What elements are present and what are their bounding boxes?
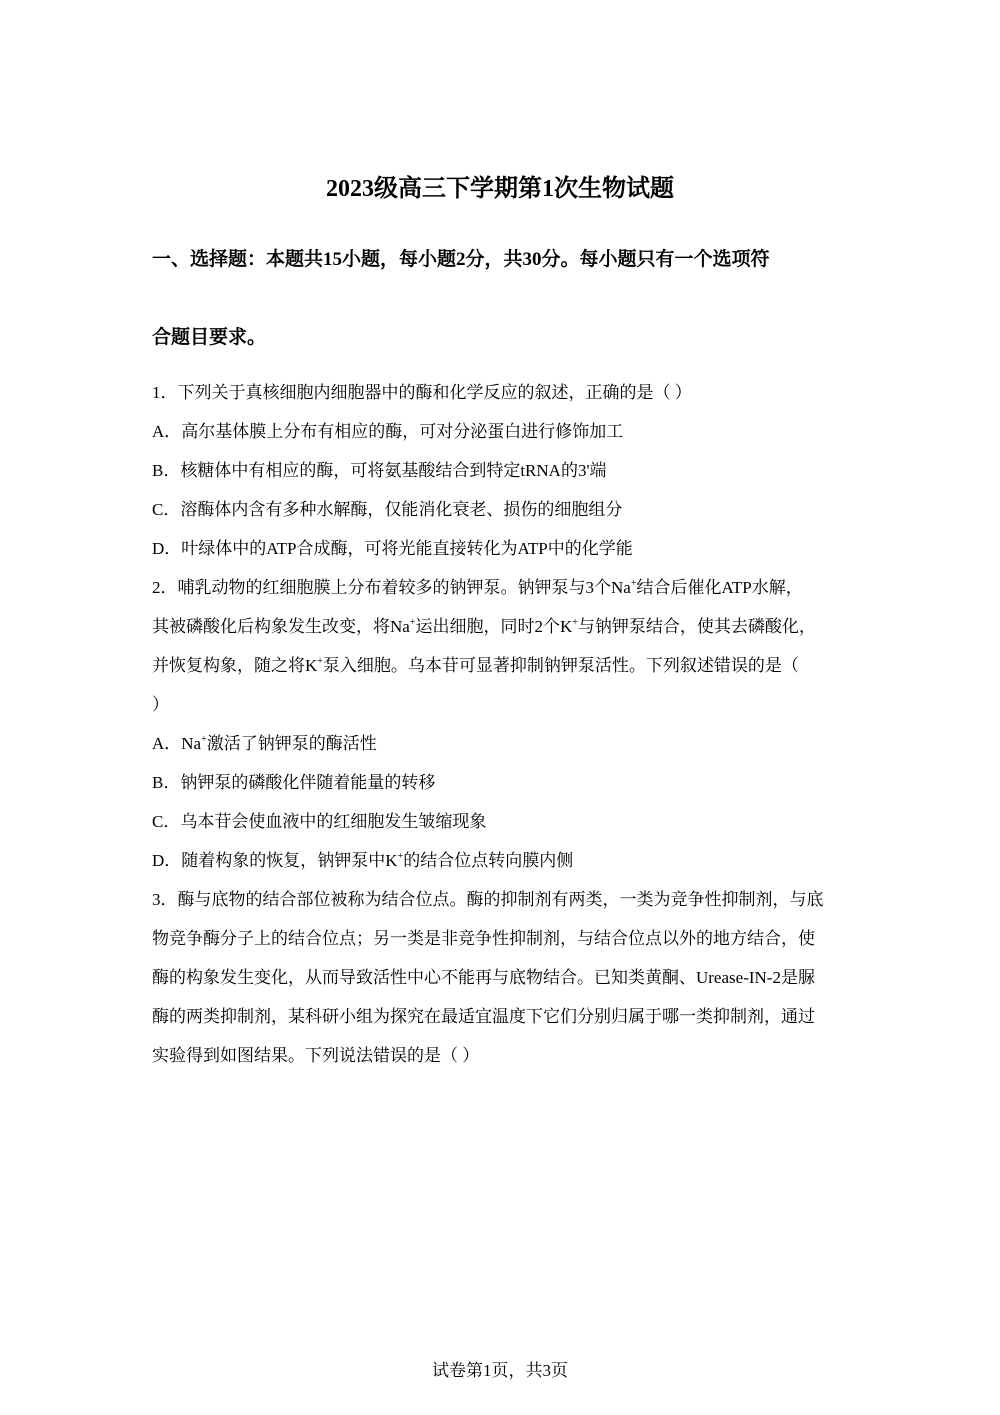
- q2-option-a: A．Na+激活了钠钾泵的酶活性: [152, 734, 377, 753]
- q1-option-a: A．高尔基体膜上分布有相应的酶，可对分泌蛋白进行修饰加工: [152, 422, 624, 441]
- q2-stem-line4: ）: [152, 695, 169, 714]
- q3-stem-line5: 实验得到如图结果。下列说法错误的是（ ）: [152, 1046, 480, 1065]
- section-heading-line2: 合题目要求。: [152, 327, 267, 348]
- q3-stem-line1: 3．酶与底物的结合部位被称为结合位点。酶的抑制剂有两类，一类为竞争性抑制剂，与底: [152, 890, 824, 909]
- q3-stem-line2: 物竞争酶分子上的结合位点；另一类是非竞争性抑制剂，与结合位点以外的地方结合，使: [152, 929, 815, 948]
- q2-stem-line2: 其被磷酸化后构象发生改变，将Na+运出细胞，同时2个K+与钠钾泵结合，使其去磷酸化，: [152, 617, 816, 636]
- q1-option-b: B．核糖体中有相应的酶，可将氨基酸结合到特定tRNA的3'端: [152, 461, 607, 480]
- q2-option-d: D．随着构象的恢复，钠钾泵中K+的结合位点转向膜内侧: [152, 851, 574, 870]
- q2-stem-line3: 并恢复构象，随之将K+泵入细胞。乌本苷可显著抑制钠钾泵活性。下列叙述错误的是（: [152, 656, 799, 675]
- page-footer: 试卷第1页，共3页: [432, 1361, 568, 1380]
- q1-option-d: D．叶绿体中的ATP合成酶，可将光能直接转化为ATP中的化学能: [152, 539, 633, 558]
- q2-option-b: B．钠钾泵的磷酸化伴随着能量的转移: [152, 773, 436, 792]
- q1-option-c: C．溶酶体内含有多种水解酶，仅能消化衰老、损伤的细胞组分: [152, 500, 623, 519]
- section-heading-line1: 一、选择题：本题共15小题，每小题2分，共30分。每小题只有一个选项符: [152, 249, 770, 270]
- page-title: 2023级高三下学期第1次生物试题: [326, 176, 674, 202]
- q2-option-c: C．乌本苷会使血液中的红细胞发生皱缩现象: [152, 812, 487, 831]
- q3-stem-line3: 酶的构象发生变化，从而导致活性中心不能再与底物结合。已知类黄酮、Urease-IN-2是脲: [152, 968, 815, 987]
- q1-stem: 1．下列关于真核细胞内细胞器中的酶和化学反应的叙述，正确的是（ ）: [152, 383, 692, 402]
- q2-stem-line1: 2．哺乳动物的红细胞膜上分布着较多的钠钾泵。钠钾泵与3个Na+结合后催化ATP水解，: [152, 578, 803, 597]
- q3-stem-line4: 酶的两类抑制剂，某科研小组为探究在最适宜温度下它们分别归属于哪一类抑制剂，通过: [152, 1007, 815, 1026]
